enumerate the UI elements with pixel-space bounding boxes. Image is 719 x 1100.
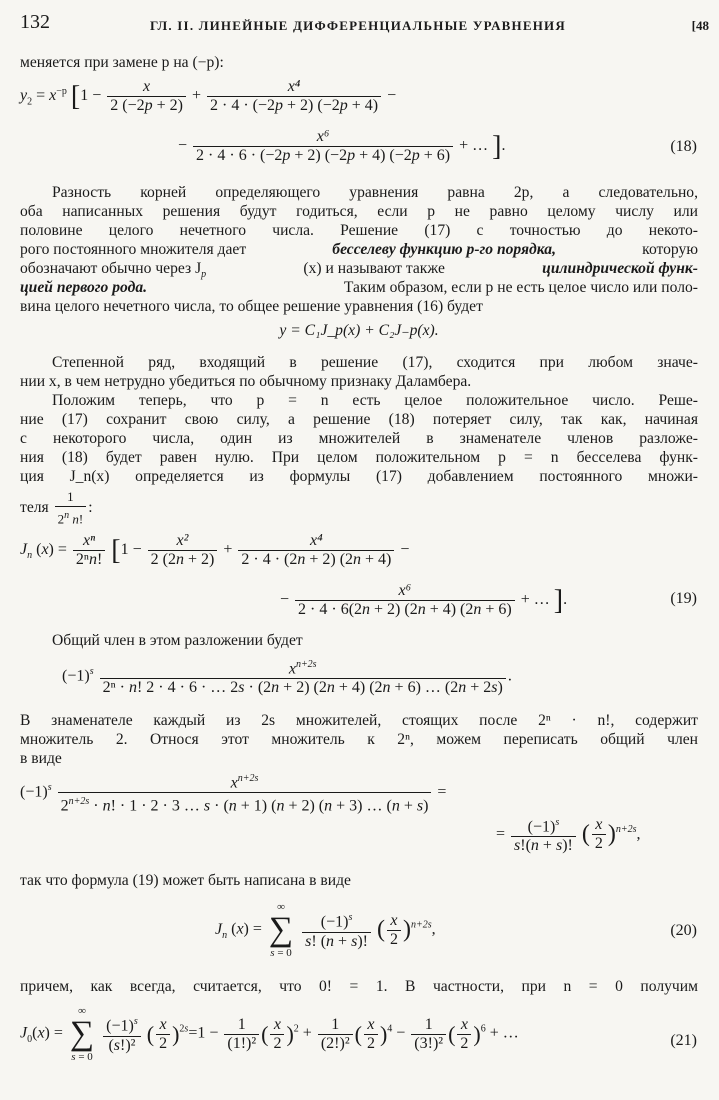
text-span: (x) и называют также [303,260,445,277]
equation-number: (20) [670,922,697,939]
page-header [20,12,709,36]
equation-general-solution: y = C₁J_p(x) + C₂J₋p(x). [279,322,439,339]
equation-rewritten-term-line2: = $\frac{(-1)^s}{s!(n + s)!}$ ( $\frac{x}{2}$ )$^{n+2s}$, [496,816,641,855]
text-line: вина целого нечетного числа, то общее решение уравнения (16) будет [20,298,483,315]
equation-18-line1: $y_2 = x^{-p}$ [1 − $\frac{x}{2 (-2p + 2)}$ + $\frac{\text{x⁴}}{2 \cdot 4 \cdot (-2p + 2) (-2p + 4)}$ − [20,78,397,114]
text-line: В знаменателе каждый из 2s множителей, стоящих после 2ⁿ · n!, содержит [20,712,698,729]
text-line: ция J_n(x) определяется из формулы (17) добавлением постоянного множи- [20,468,698,485]
text-line: половине целого нечетного числа. Решение (17) с точностью до некото- [20,222,698,239]
emphasis-term: бесселеву функцию p-го порядка, [332,241,557,258]
text-span: теля [20,498,49,516]
text-line: множитель 2. Относя этот множитель к 2ⁿ, можем переписать общий член [20,731,698,748]
text-span: которую [642,241,698,258]
equation-number: (19) [670,590,697,607]
text-line: Общий член в этом разложении будет [52,632,303,649]
text-line: Положим теперь, что p = n есть целое положительное число. Реше- [52,392,698,409]
emphasis-term: цилиндрической функ- [542,260,698,277]
text-line: обозначают обычно через $J_p$ (x) и называют также цилиндрической функ- [20,258,698,285]
equation-19-line2: − $\frac{\text{x⁶}}{2 \cdot 4 \cdot 6(2n + 2) (2n + 4) (2n + 6)}$ + … ]. [280,582,568,618]
equation-19-line1: $J_n$ (x) = $\frac{\text{xⁿ}}{\text{2ⁿn!}}$ [1 − $\frac{\text{x²}}{2 (2n + 2)}$ + $\frac{\text{x⁴}}{2 \cdot 4 \cdot (2n + 2) (2n + 4)}$ − [20,532,410,568]
text-line: ние (17) сохранит свою силу, а решение (18) потеряет силу, так как, начиная [20,411,698,428]
emphasis-term: цией первого рода. [20,279,148,296]
text-line [20,239,698,260]
equation-18-line2: − $\frac{\text{x⁶}}{2 \cdot 4 \cdot 6 \cdot (-2p + 2) (-2p + 4) (-2p + 6)}$ + … ]. [178,128,506,164]
equation-general-term: $(-1)^s$ $x^{n+2s}$ 2ⁿ · n! 2 · 4 · 6 · … 2s · (2n + 2) (2n + 4) (2n + 6) … (2n + 2s) . [62,659,512,697]
page-number: 132 [20,11,50,33]
equation-number: (18) [670,138,697,155]
section-mark: [48 [691,18,709,33]
text-line: меняется при замене p на (−p): [20,54,224,71]
text-line: ния (18) будет равен нулю. При целом положительном p = n бесселева функ- [20,449,698,466]
text-line: теля $\frac{1}{2^n n!}$ : [20,489,93,527]
text-line [20,277,698,298]
text-line: в виде [20,750,62,767]
text-line: так что формула (19) может быть написана в виде [20,872,351,889]
equation-number: (21) [670,1032,697,1049]
equation-rewritten-term-line1: $(-1)^s$ $x^{n+2s}$ $2^{n+2s} \cdot n$! · 1 · 2 · 3 … s · (n + 1) (n + 2) (n + 3) … (n + s) = [20,773,447,815]
text-span: обозначают обычно через J [20,260,202,277]
text-span: рого постоянного множителя дает [20,241,247,258]
text-line: нии x, в чем нетрудно убедиться по обычному признаку Даламбера. [20,373,472,390]
text-line: Разность корней определяющего уравнения равна 2p, а следовательно, [52,184,698,201]
equation-21: $J_0(x)$ = ∞ ∑ s = 0 $\frac{(-1)^s}{\text{(s!)²}}$ ( $\frac{x}{2}$ )$^{2s}$=1 − $\frac{1}{\text{(1!)²}}$ ( $\frac{x}{2}$ )$^2$ + $\frac{1}{\text{(2!)²}}$ ( $\frac{x}{2}$ )$^4$ − $\frac{1}{\text{(3!)²}}$ ( $\frac{x}{2}$ )$^6$ + … [20,1005,519,1063]
text-line: Степенной ряд, входящий в решение (17), сходится при любом значе- [52,354,698,371]
text-span: Таким образом, если p не есть целое число или поло- [343,279,698,296]
running-title: ГЛ. II. ЛИНЕЙНЫЕ ДИФФЕРЕНЦИАЛЬНЫЕ УРАВНЕНИЯ [150,18,566,33]
text-line: оба написанных решения будут годиться, если p не равно целому числу или [20,203,698,220]
equation-20: $J_n$ (x) = ∞ ∑ s = 0 $\frac{(-1)^s}{s! (n + s)!}$ ( $\frac{x}{2}$ )$^{n+2s}$, [215,901,436,959]
text-line: причем, как всегда, считается, что 0! = 1. В частности, при n = 0 получим [20,978,698,995]
text-line: с некоторого числа, один из множителей в знаменателе членов разложе- [20,430,698,447]
